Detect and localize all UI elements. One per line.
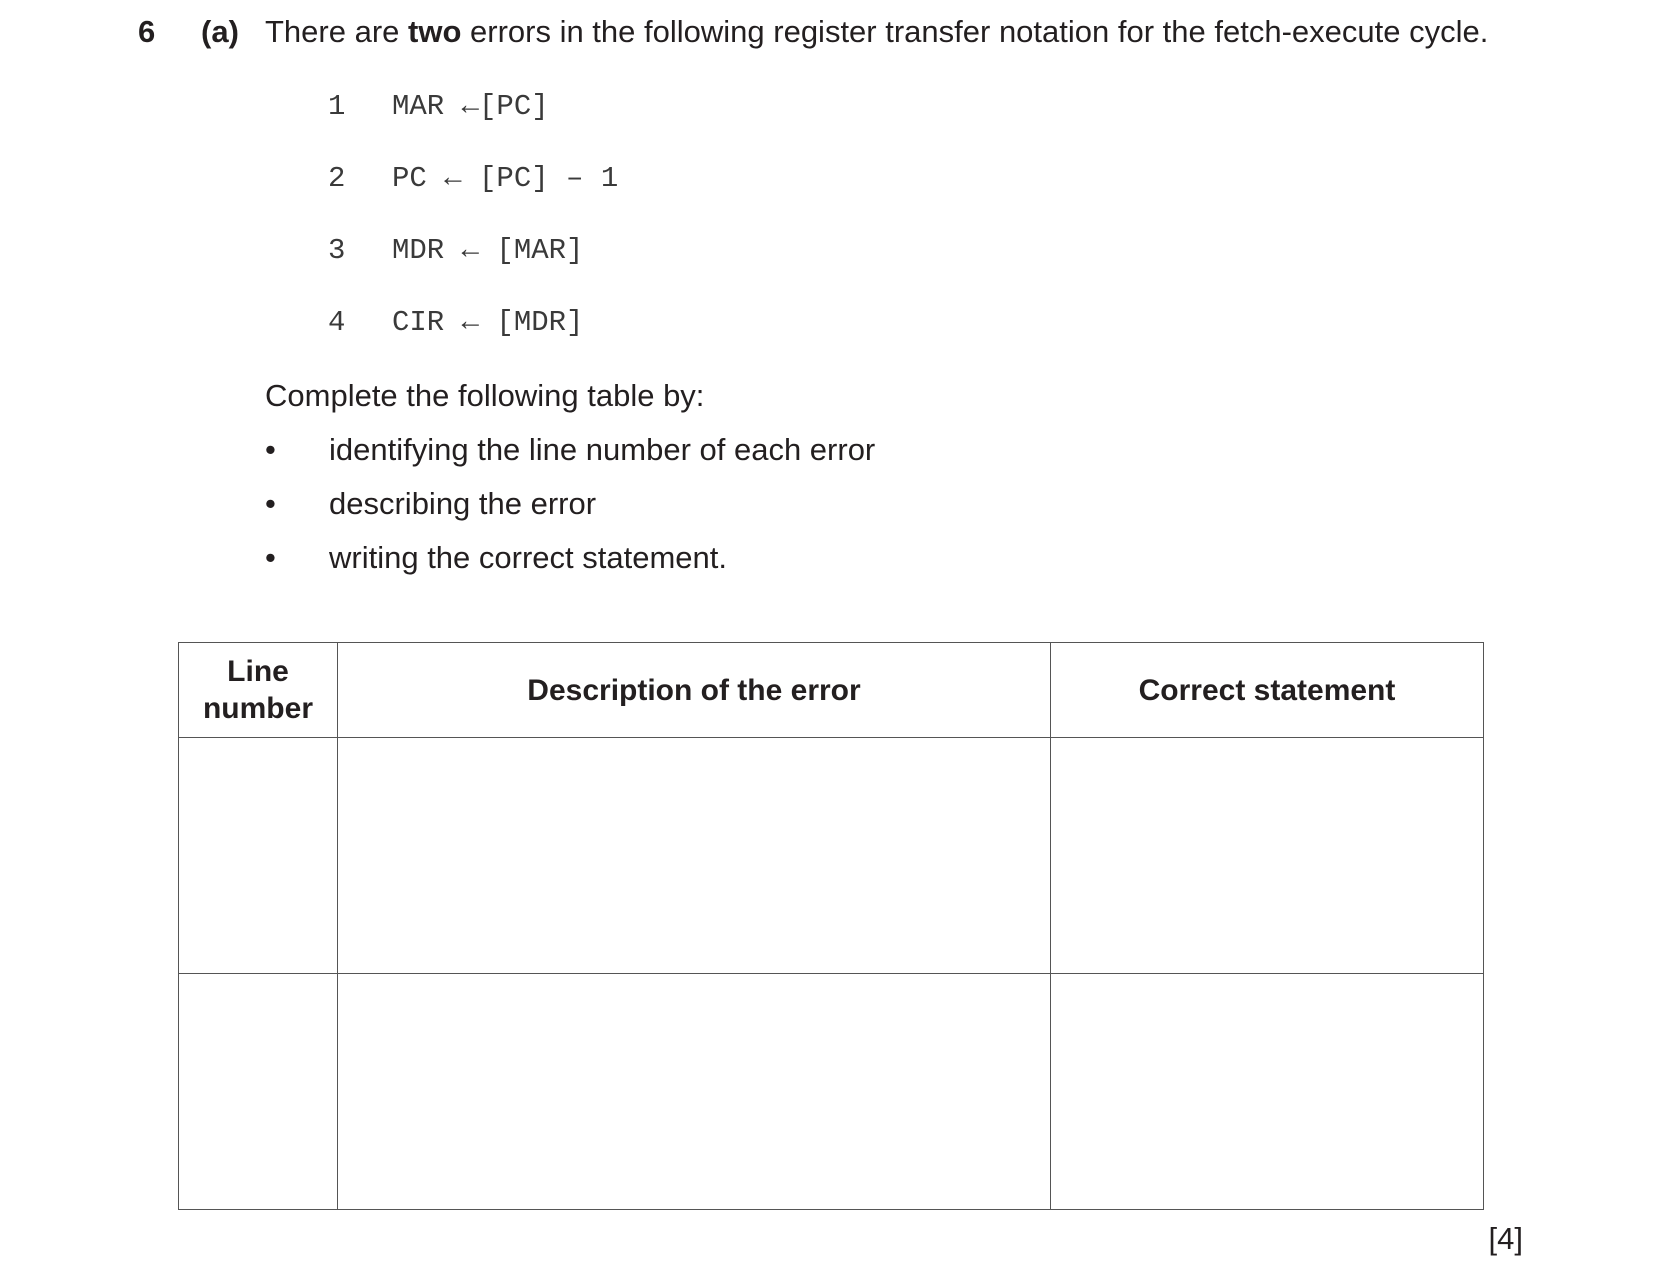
header-description: Description of the error: [338, 643, 1051, 738]
answer-cell-line-number[interactable]: [179, 738, 338, 974]
question-number: 6: [138, 14, 156, 49]
answer-cell-description[interactable]: [338, 974, 1051, 1210]
answer-cell-correct-statement[interactable]: [1051, 974, 1484, 1210]
bullet-item-2: [265, 486, 596, 522]
bullet-text: describing the error: [329, 486, 597, 521]
bullet-dot: •: [265, 432, 276, 467]
marks-indicator: [4]: [1488, 1221, 1523, 1256]
answer-cell-description[interactable]: [338, 738, 1051, 974]
bullet-item-1: [265, 432, 875, 468]
code-line-number: 1: [328, 90, 346, 123]
answer-cell-correct-statement[interactable]: [1051, 738, 1484, 974]
table-header-row: [179, 643, 1484, 738]
code-line-number: 4: [328, 306, 346, 339]
code-line-text: CIR ← [MDR]: [392, 306, 584, 339]
code-line-3: [328, 234, 583, 267]
header-line-number: [179, 643, 338, 738]
question-stem: [265, 14, 1488, 50]
answer-table: [178, 642, 1484, 1210]
code-line-2: [328, 162, 618, 195]
header-correct-statement: Correct statement: [1051, 643, 1484, 738]
question-part: (a): [201, 14, 239, 49]
code-line-4: [328, 306, 583, 339]
code-line-text: PC ← [PC] – 1: [392, 162, 619, 195]
stem-bold: two: [408, 14, 462, 49]
header-number-word: number: [202, 692, 313, 725]
answer-cell-line-number[interactable]: [179, 974, 338, 1210]
header-line-word: Line: [227, 655, 289, 688]
bullet-text: identifying the line number of each error: [329, 432, 876, 467]
bullet-item-3: [265, 540, 727, 576]
table-row: [179, 974, 1484, 1210]
code-line-number: 2: [328, 162, 346, 195]
table-row: [179, 738, 1484, 974]
bullet-text: writing the correct statement.: [329, 540, 727, 575]
bullet-dot: •: [265, 486, 276, 521]
code-line-text: MAR ←[PC]: [392, 90, 549, 123]
code-line-1: [328, 90, 549, 123]
instructions: Complete the following table by:: [265, 378, 705, 413]
stem-before: There are: [265, 14, 409, 49]
bullet-dot: •: [265, 540, 276, 575]
code-line-number: 3: [328, 234, 346, 267]
code-line-text: MDR ← [MAR]: [392, 234, 584, 267]
stem-after: errors in the following register transfer notation for the fetch-execute cycle.: [461, 14, 1489, 49]
